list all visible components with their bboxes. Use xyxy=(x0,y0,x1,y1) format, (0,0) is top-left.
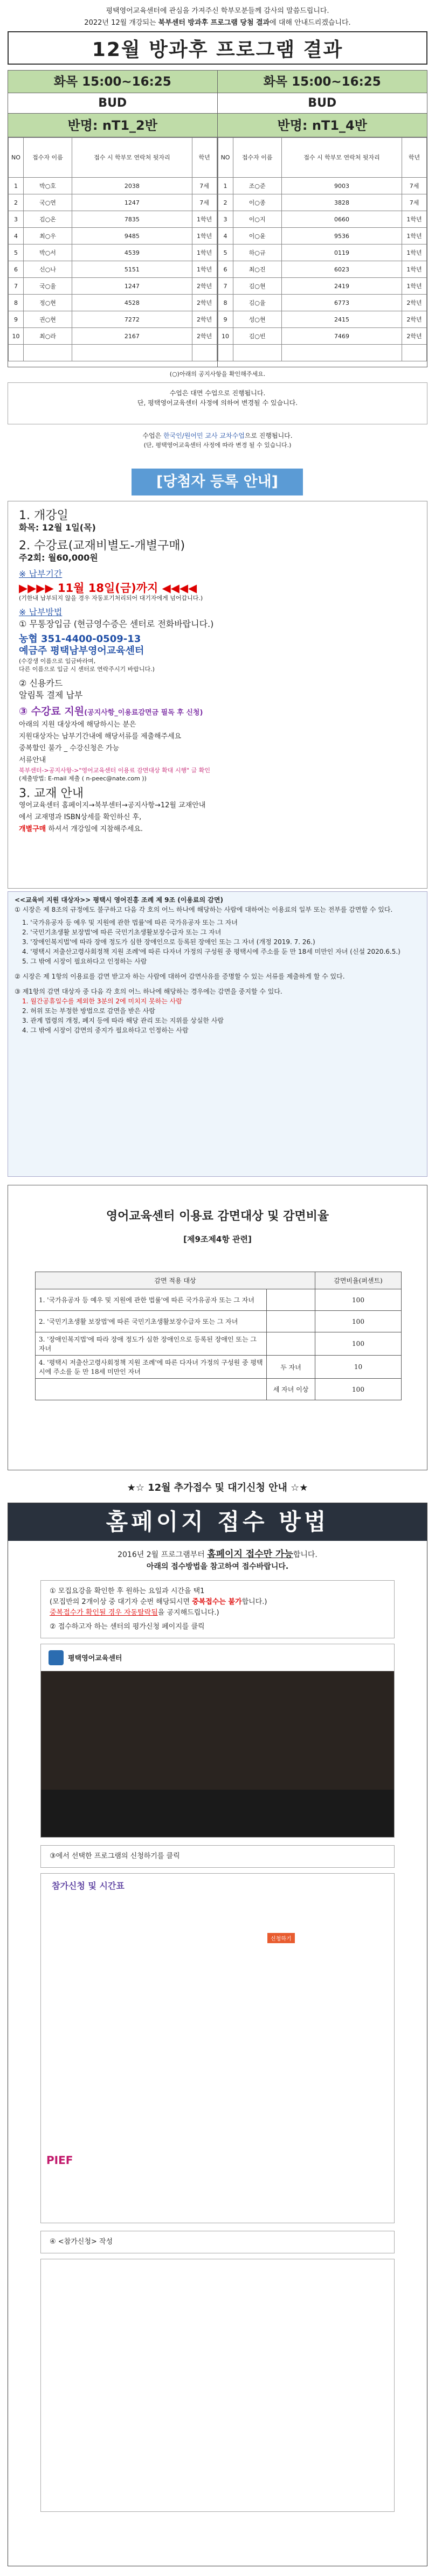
section-subtitle: [제9조제4항 관련] xyxy=(183,1234,252,1244)
table-cell: 이○종 xyxy=(233,194,281,211)
text: ※ 납부기간 xyxy=(19,569,63,579)
text: 5. 그 밖에 시장이 필요하다고 인정하는 사람 xyxy=(22,958,147,965)
additional-notice: ★☆ 12월 추가접수 및 대기신청 안내 ☆★ xyxy=(127,1482,308,1493)
table-row xyxy=(218,261,427,278)
text: 3. 관계 법령의 개정, 폐지 등에 따라 해당 관리 또는 지위를 상실한 사람 xyxy=(22,1017,224,1024)
col-header: 접수 시 학부모 연락처 뒷자리 xyxy=(72,138,192,178)
notice-box xyxy=(8,382,427,424)
table-row xyxy=(218,245,427,261)
table-cell: 9485 xyxy=(72,228,192,245)
t: 2016년 2월 프로그램부터 xyxy=(118,1551,208,1559)
table-cell: 9536 xyxy=(281,228,402,245)
table-cell: 4 xyxy=(218,228,233,245)
table-cell: 국○율 xyxy=(23,278,72,295)
step3 xyxy=(40,1845,395,1868)
table-cell: 0119 xyxy=(281,245,402,261)
table-cell: 김○율 xyxy=(233,295,281,311)
table-cell: 권○현 xyxy=(23,311,72,328)
table-cell: 1247 xyxy=(72,194,192,211)
table-row xyxy=(9,278,217,295)
table-cell: 3828 xyxy=(281,194,402,211)
class-program: BUD xyxy=(8,93,217,114)
table-row xyxy=(9,228,217,245)
class-name: 반명: nT1_4반 xyxy=(218,114,427,137)
class-left xyxy=(8,71,218,367)
text: ③ 제1항의 감면 대상자 중 다음 각 호의 어느 하나에 해당하는 경우에는 감면을 중지할 수 있다. xyxy=(15,988,282,995)
heading: 2. 수강료(교재비별도-개별구매) xyxy=(19,539,185,553)
table-row xyxy=(218,278,427,295)
table-cell: 3. '장애인복지법'에 따라 장애 정도가 심한 장애인으로 등록된 장애인 또는 그 자녀 xyxy=(36,1332,267,1356)
table-cell: 100 xyxy=(315,1332,402,1356)
notice-line xyxy=(8,431,427,441)
table-cell: 2학년 xyxy=(192,328,217,345)
table-cell: 8 xyxy=(9,295,24,311)
table-cell xyxy=(23,345,72,361)
text: 북부센터->공지사항->"영어교육센터 이용료 감면대상 확대 시행" 글 확인 xyxy=(19,767,210,774)
table-row xyxy=(9,178,217,194)
table-cell: 2학년 xyxy=(192,311,217,328)
col-header: 감면 적용 대상 xyxy=(36,1272,315,1289)
table-cell: 6023 xyxy=(281,261,402,278)
notice-text: (○)아래의 공지사항을 확인해주세요. xyxy=(169,371,266,378)
t: 합니다. xyxy=(293,1551,317,1559)
table-cell: 신○나 xyxy=(23,261,72,278)
form-screenshot xyxy=(40,2259,395,2512)
table-cell: 5 xyxy=(218,245,233,261)
table-cell: 8 xyxy=(218,295,233,311)
table-row xyxy=(218,194,427,211)
table-cell: 100 xyxy=(315,1311,402,1332)
class-name: 반명: nT1_2반 xyxy=(8,114,217,137)
table-cell: 6773 xyxy=(281,295,402,311)
text: 다른 이름으로 입금 시 센터로 연락주시기 바랍니다.) xyxy=(19,666,155,673)
table-row xyxy=(9,261,217,278)
col-header: 접수 시 학부모 연락처 뒷자리 xyxy=(281,138,402,178)
table-cell xyxy=(72,345,192,361)
table-cell: 이○지 xyxy=(233,211,281,228)
table-cell: 1학년 xyxy=(402,278,427,295)
table-cell: 박○서 xyxy=(23,245,72,261)
table-cell: 7세 xyxy=(402,194,427,211)
site-logo-icon xyxy=(49,1650,64,1665)
table-cell xyxy=(402,345,427,361)
site-name: 평택영어교육센터 xyxy=(68,1654,122,1663)
table-cell: 9 xyxy=(9,311,24,328)
table-cell: 3 xyxy=(9,211,24,228)
table-cell: 5 xyxy=(9,245,24,261)
table-cell: 100 xyxy=(315,1289,402,1311)
table-cell: 9003 xyxy=(281,178,402,194)
table-cell: 정○현 xyxy=(23,295,72,311)
table-cell: 7 xyxy=(9,278,24,295)
hp-intro xyxy=(8,1548,427,1573)
table-cell: 조○준 xyxy=(233,178,281,194)
intro-bold: 북부센터 방과후 프로그램 당첨 결과 xyxy=(158,19,270,27)
t: ② 접수하고자 하는 센터의 평가신청 페이지를 클릭 xyxy=(50,1623,205,1631)
table-row xyxy=(218,211,427,228)
table-cell: 세 자녀 이상 xyxy=(267,1379,315,1400)
table-cell xyxy=(267,1311,315,1332)
table-cell: 2학년 xyxy=(192,295,217,311)
t: ① 모집요강을 확인한 후 원하는 요일과 시간을 택1 xyxy=(50,1587,205,1595)
class-time: 화목 15:00~16:25 xyxy=(218,71,427,93)
table-cell xyxy=(281,345,402,361)
table-row xyxy=(218,328,427,345)
step4 xyxy=(40,2231,395,2253)
intro-pre: 2022년 12월 개강되는 xyxy=(84,19,158,27)
table-cell: 1247 xyxy=(72,278,192,295)
text: ※ 납부방법 xyxy=(19,607,63,617)
table-cell xyxy=(192,345,217,361)
table-cell xyxy=(36,1379,267,1400)
t: 중복접수가 확인될 경우 자동탈락됨 xyxy=(50,1609,158,1617)
t: 홈페이지 접수만 가능 xyxy=(207,1549,293,1560)
table-cell: 2 xyxy=(218,194,233,211)
heading: <<교육비 지원 대상자>> 평택시 영어진흥 조례 제 9조 (이용료의 감면) xyxy=(15,896,223,904)
section-title: 영어교육센터 이용료 감면대상 및 감면비율 xyxy=(106,1210,329,1223)
notice-line: 수업은 대면 수업으로 진행됩니다. xyxy=(169,389,266,397)
table-row xyxy=(218,311,427,328)
table-cell: 김○빈 xyxy=(233,328,281,345)
table-cell: 7272 xyxy=(72,311,192,328)
table-row xyxy=(36,1332,402,1356)
text: (기한내 납부되지 않을 경우 자동포기처리되어 대기자에게 넘어갑니다.) xyxy=(19,595,203,602)
col-header: 접수자 이름 xyxy=(233,138,281,178)
text: 서류안내 xyxy=(19,756,46,764)
text: 개별구매 xyxy=(19,825,46,833)
table-cell: 2학년 xyxy=(402,295,427,311)
class-right xyxy=(218,71,427,367)
table-cell: 4528 xyxy=(72,295,192,311)
text: 2. '국민기초생활 보장법'에 따른 국민기초생활보장수급자 또는 그 자녀 xyxy=(22,929,222,936)
t: 수업은 xyxy=(142,432,164,439)
hp-box xyxy=(40,1580,395,1638)
discount-table xyxy=(35,1272,402,1400)
table-cell: 10 xyxy=(218,328,233,345)
text: ③ 수강료 지원 xyxy=(19,706,85,717)
table-cell: 최○진 xyxy=(233,261,281,278)
col-header: 학년 xyxy=(402,138,427,178)
table-cell: 1학년 xyxy=(192,228,217,245)
table-row xyxy=(218,228,427,245)
table-cell: 0660 xyxy=(281,211,402,228)
table-row xyxy=(218,345,427,361)
text: 2. 허위 또는 부정한 방법으로 감면을 받은 사람 xyxy=(22,1007,155,1015)
table-cell: 1학년 xyxy=(192,211,217,228)
table-row xyxy=(218,295,427,311)
text: 중복할인 불가 _ 수강신청은 가능 xyxy=(19,744,120,752)
text: 농협 351-4400-0509-13 xyxy=(19,633,141,645)
text: 알림톡 결제 납부 xyxy=(19,690,83,700)
table-cell: 국○연 xyxy=(23,194,72,211)
text: ① 무통장입금 (현금영수증은 센터로 전화바랍니다.) xyxy=(19,619,214,629)
result-table-left xyxy=(8,137,217,361)
table-cell: 2 xyxy=(9,194,24,211)
apply-title: 참가신청 및 시간표 xyxy=(52,1881,125,1891)
site-screenshot xyxy=(40,1644,395,1838)
table-cell: 9 xyxy=(218,311,233,328)
table-row xyxy=(9,311,217,328)
text: 아래의 지원 대상자에 해당하시는 분은 xyxy=(19,721,136,729)
text: 3. '장애인복지법'에 따라 장애 정도가 심한 장애인으로 등록된 장애인 또는 그 자녀 (개정 2019. 7. 26.) xyxy=(22,938,315,946)
table-cell: 이○윤 xyxy=(233,228,281,245)
table-cell: 2415 xyxy=(281,311,402,328)
table-cell xyxy=(233,345,281,361)
t: ④ <참가신청> 작성 xyxy=(50,2238,113,2246)
section-title: 홈페이지 접수 방법 xyxy=(8,1503,427,1541)
table-cell: 7세 xyxy=(402,178,427,194)
text: ① 시장은 제 8조의 규정에도 불구하고 다음 각 호의 어느 하나에 해당하는 사람에 대하여는 이용료의 일부 또는 전부를 감면할 수 있다. xyxy=(15,906,393,913)
intro-post: 에 대해 안내드리겠습니다. xyxy=(270,19,351,27)
class-time: 화목 15:00~16:25 xyxy=(8,71,217,93)
table-cell: 1학년 xyxy=(192,261,217,278)
table-cell: 하○규 xyxy=(233,245,281,261)
table-cell: 김○현 xyxy=(233,278,281,295)
table-cell: 7세 xyxy=(192,178,217,194)
notice-line: 단, 평택영어교육센터 사정에 의하여 변경될 수 있습니다. xyxy=(137,399,298,407)
text: 하셔서 개강일에 지참해주세요. xyxy=(46,825,143,833)
text: 4. '평택시 저출산고령사회정책 지원 조례'에 따른 다자녀 가정의 구성원 중 평택시에 주소를 둔 만 18세 미만인 자녀 (신설 2020.6.5.) xyxy=(22,948,401,955)
table-cell: 두 자녀 xyxy=(267,1356,315,1379)
table-row xyxy=(36,1356,402,1379)
table-cell: 2학년 xyxy=(402,311,427,328)
class-program: BUD xyxy=(218,93,427,114)
table-row xyxy=(9,295,217,311)
pief-logo: PIEF xyxy=(46,2154,73,2167)
table-cell: 2419 xyxy=(281,278,402,295)
table-cell: 2학년 xyxy=(192,278,217,295)
table-cell: 10 xyxy=(9,328,24,345)
text: (공지사항_이용료감면금 필독 후 신청) xyxy=(84,709,203,717)
table-row xyxy=(9,345,217,361)
table-cell: 1. '국가유공자 등 예우 및 지원에 관한 법률'에 따른 국가유공자 또는 그 자녀 xyxy=(36,1289,267,1311)
table-cell: 1 xyxy=(218,178,233,194)
table-cell xyxy=(267,1289,315,1311)
heading: 1. 개강일 xyxy=(19,509,68,522)
col-header: 접수자 이름 xyxy=(23,138,72,178)
registration-banner: [당첨자 등록 안내] xyxy=(132,469,303,495)
text: (제출방법: E-mail 제출 ( n-peec@nate.com )) xyxy=(19,775,147,782)
col-header: NO xyxy=(218,138,233,178)
text: ② 시장은 제 1항의 이용료를 감면 받고자 하는 사람에 대하여 감면사유를 증명할 수 있는 서류를 제출하게 할 수 있다. xyxy=(15,973,345,980)
table-row xyxy=(36,1311,402,1332)
table-cell: 6 xyxy=(9,261,24,278)
text: ② 신용카드 xyxy=(19,678,63,688)
text: 에서 교재명과 ISBN상세를 확인하신 후, xyxy=(19,813,142,821)
text: 화목: 12월 1일(목) xyxy=(19,522,96,533)
table-row xyxy=(36,1379,402,1400)
t: (모집반의 2개이상 중 대기자 순번 해당되시면 xyxy=(50,1598,192,1606)
table-row xyxy=(9,328,217,345)
table-cell: 성○현 xyxy=(233,311,281,328)
notice-line: (단, 평택영어교육센터 사정에 따라 변경 될 수 있습니다.) xyxy=(143,442,292,449)
table-cell xyxy=(218,345,233,361)
notice-teacher xyxy=(8,429,427,456)
table-cell: 7469 xyxy=(281,328,402,345)
apply-button[interactable]: 신청하기 xyxy=(267,1933,295,1943)
table-cell: 3 xyxy=(218,211,233,228)
text: 주2회: 월60,000원 xyxy=(19,553,98,563)
table-cell: 1학년 xyxy=(192,245,217,261)
apply-screenshot xyxy=(40,1873,395,2223)
table-cell: 6 xyxy=(218,261,233,278)
col-header: NO xyxy=(9,138,24,178)
notice-hint xyxy=(8,369,427,379)
table-cell: 1학년 xyxy=(402,245,427,261)
col-header: 학년 xyxy=(192,138,217,178)
table-cell: 2학년 xyxy=(402,328,427,345)
table-cell: 1 xyxy=(9,178,24,194)
t: 중복접수는 불가 xyxy=(192,1598,242,1606)
intro-line1: 평택영어교육센터에 관심을 가져주신 학부모분들께 감사의 말씀드립니다. xyxy=(106,7,329,15)
class-results xyxy=(8,70,427,367)
t: 으로 진행됩니다. xyxy=(244,432,293,439)
table-cell: 최○라 xyxy=(23,328,72,345)
text: 지원대상자는 납부기간내에 해당서류를 제출해주세요 xyxy=(19,732,182,741)
table-cell: 2167 xyxy=(72,328,192,345)
table-row xyxy=(36,1289,402,1311)
table-row xyxy=(218,178,427,194)
t: 합니다.) xyxy=(241,1598,267,1606)
text: ▶▶▶▶ 11월 18일(금)까지 ◀◀◀◀ xyxy=(19,582,197,595)
table-cell: 김○온 xyxy=(23,211,72,228)
text: 1. 월간공휴일수를 제외한 3분의 2에 미치지 못하는 사람 xyxy=(22,997,182,1005)
table-cell: 1학년 xyxy=(402,211,427,228)
text: 예금주 평택남부영어교육센터 xyxy=(19,645,144,657)
text: 1. '국가유공자 등 예우 및 지원에 관한 법률'에 따른 국가유공자 또는 그 자녀 xyxy=(22,919,238,926)
table-cell: 5151 xyxy=(72,261,192,278)
table-cell xyxy=(9,345,24,361)
page-title: 12월 방과후 프로그램 결과 xyxy=(8,31,427,65)
col-header: 감면비율(퍼센트) xyxy=(315,1272,402,1289)
table-cell: 박○호 xyxy=(23,178,72,194)
table-cell: 1학년 xyxy=(402,261,427,278)
t: 한국인/원어민 교사 교차수업 xyxy=(163,432,245,439)
t: ③에서 선택한 프로그램의 신청하기를 클릭 xyxy=(50,1852,180,1860)
table-cell: 2. '국민기초생활 보장법'에 따른 국민기초생활보장수급자 또는 그 자녀 xyxy=(36,1311,267,1332)
table-cell: 7835 xyxy=(72,211,192,228)
table-cell: 4 xyxy=(9,228,24,245)
registration-guide xyxy=(8,501,427,889)
table-cell: 2038 xyxy=(72,178,192,194)
table-row xyxy=(9,211,217,228)
text: (수강생 이름으로 입금바라며, xyxy=(19,658,96,665)
text: 4. 그 밖에 시장이 감면의 중지가 필요하다고 인정하는 사람 xyxy=(22,1027,189,1034)
intro xyxy=(0,0,435,31)
table-cell: 7 xyxy=(218,278,233,295)
table-cell: 최○우 xyxy=(23,228,72,245)
table-cell xyxy=(267,1332,315,1356)
intro-line2 xyxy=(0,17,435,29)
table-cell: 4539 xyxy=(72,245,192,261)
table-cell: 1학년 xyxy=(402,228,427,245)
heading: 3. 교재 안내 xyxy=(19,787,84,800)
text: 영어교육센터 홈페이지→북부센터→공지사항→12월 교재안내 xyxy=(19,801,206,809)
table-row xyxy=(9,194,217,211)
discount-rules xyxy=(8,891,427,1177)
table-cell: 10 xyxy=(315,1356,402,1379)
homepage-guide xyxy=(8,1503,427,2566)
table-cell: 4. '평택시 저출산고령사회정책 지원 조례'에 따른 다자녀 가정의 구성원 중 평택시에 주소를 둔 만 18세 미만인 자녀 xyxy=(36,1356,267,1379)
table-cell: 7세 xyxy=(192,194,217,211)
table-cell: 100 xyxy=(315,1379,402,1400)
t: 을 공지해드립니다.) xyxy=(157,1609,219,1617)
table-row xyxy=(9,245,217,261)
discount-table-section xyxy=(8,1185,427,1470)
t: 아래의 접수방법을 참고하여 접수바랍니다. xyxy=(146,1562,289,1571)
result-table-right xyxy=(218,137,427,361)
